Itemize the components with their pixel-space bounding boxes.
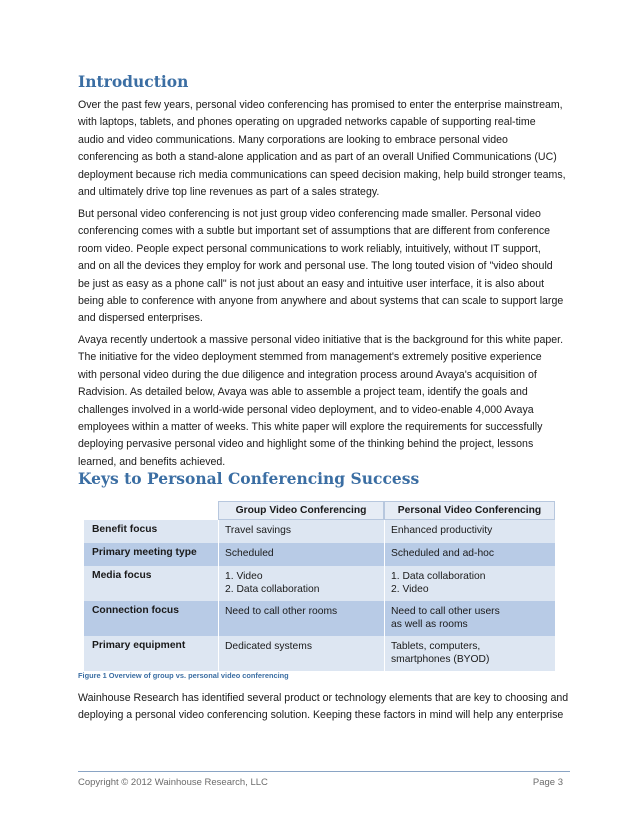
table-header-group: Group Video Conferencing <box>218 501 384 520</box>
cell-line: Need to call other rooms <box>225 606 338 617</box>
table-header-row <box>84 501 555 520</box>
table-row <box>84 543 555 566</box>
comparison-table <box>84 501 555 671</box>
text-line: Radvision. As detailed below, Avaya was able to assemble a project team, identify the goals and <box>78 386 528 399</box>
cell-line: 2. Video <box>391 584 429 595</box>
cell-line: Enhanced productivity <box>391 525 493 536</box>
text-line: Avaya recently undertook a massive personal video initiative that is the background for this white paper. <box>78 334 564 346</box>
cell-line: 2. Data collaboration <box>225 584 320 595</box>
text-line: Wainhouse Research has identified several product or technology elements that are key to choosing and <box>78 692 569 704</box>
table-row <box>84 601 555 636</box>
table-row <box>84 520 555 543</box>
group-cell <box>218 601 384 636</box>
table-header-personal: Personal Video Conferencing <box>384 501 555 520</box>
text-line: The initiative for the video deployment stemmed from management's extremely positive experience <box>78 351 542 364</box>
text-line: being able to conference with anyone from anywhere and about systems that can scale to support large <box>78 295 564 308</box>
row-label: Primary meeting type <box>84 543 218 566</box>
table-row <box>84 636 555 671</box>
row-label: Media focus <box>84 566 218 601</box>
cell-line: 1. Data collaboration <box>391 571 486 582</box>
personal-cell <box>384 601 555 636</box>
text-line: deploying pervasive personal video and highlight some of the thinking behind the project, lessons <box>78 438 534 451</box>
footer-copyright: Copyright © 2012 Wainhouse Research, LLC <box>78 777 268 788</box>
cell-line: Dedicated systems <box>225 641 312 652</box>
text-line: audio and video communications. Many corporations are looking to embrace personal video <box>78 133 508 146</box>
personal-cell <box>384 636 555 671</box>
cell-line: Need to call other users <box>391 606 500 617</box>
cell-line: Travel savings <box>225 525 291 536</box>
cell-line: as well as rooms <box>391 619 468 630</box>
text-line: learned, and benefits achieved. <box>78 455 226 468</box>
text-line: be just as easy as a phone call" is not just about an easy and intuitive user interface, it is also about <box>78 277 545 290</box>
group-cell <box>218 543 384 566</box>
text-line: and dispersed enterprises. <box>78 312 203 325</box>
text-line: and on all the devices they employ for work and personal use. The long touted vision of "video should <box>78 260 553 273</box>
row-label: Primary equipment <box>84 636 218 671</box>
intro-paragraph-3 <box>78 332 570 471</box>
group-cell <box>218 520 384 543</box>
footer-divider <box>78 771 570 772</box>
footer-page-number: Page 3 <box>532 777 563 788</box>
keys-heading: Keys to Personal Conferencing Success <box>78 469 420 488</box>
text-line: deployment because rich media communications can speed decision making, help build stronger teams, <box>78 168 566 181</box>
cell-line: 1. Video <box>225 571 263 582</box>
table-header-empty <box>84 501 218 520</box>
cell-line: Scheduled <box>225 548 274 559</box>
cell-line: Tablets, computers, <box>391 641 481 652</box>
text-line: with laptops, tablets, and phones operating on upgraded networks capable of supporting real-time <box>78 116 536 129</box>
personal-cell <box>384 566 555 601</box>
intro-paragraph-1 <box>78 97 570 201</box>
personal-cell <box>384 543 555 566</box>
text-line: with personal video during the due diligence and integration process around Avaya's acquisition of <box>78 368 537 381</box>
text-line: But personal video conferencing is not just group video conferencing made smaller. Personal video <box>78 208 541 220</box>
group-cell <box>218 636 384 671</box>
row-label: Benefit focus <box>84 520 218 543</box>
cell-line: Scheduled and ad-hoc <box>391 548 495 559</box>
text-line: room video. People expect personal communications to work reliably, intuitively, without IT support, <box>78 242 541 255</box>
text-line: conferencing comes with a subtle but important set of assumptions that are different from conference <box>78 225 551 238</box>
cell-line: smartphones (BYOD) <box>391 654 490 665</box>
text-line: and ultimately drive top line revenues as part of a sales strategy. <box>78 186 380 199</box>
figure-caption: Figure 1 Overview of group vs. personal video conferencing <box>78 671 289 680</box>
text-line: employees within a matter of weeks. This white paper will explore the requirements for successfully <box>78 421 543 434</box>
group-cell <box>218 566 384 601</box>
introduction-heading: Introduction <box>78 72 189 91</box>
text-line: conferencing as both a stand-alone application and as part of an overall Unified Communications (UC) <box>78 151 557 164</box>
personal-cell <box>384 520 555 543</box>
table-row <box>84 566 555 601</box>
intro-paragraph-2 <box>78 206 570 328</box>
text-line: Over the past few years, personal video conferencing has promised to enter the enterprise mainstream, <box>78 99 563 111</box>
text-line: challenges involved in a world-wide personal video deployment, and to video-enable 4,000 Avaya <box>78 403 534 416</box>
keys-paragraph <box>78 690 570 725</box>
text-line: deploying a personal video conferencing solution. Keeping these factors in mind will help any enterprise <box>78 709 564 722</box>
row-label: Connection focus <box>84 601 218 636</box>
